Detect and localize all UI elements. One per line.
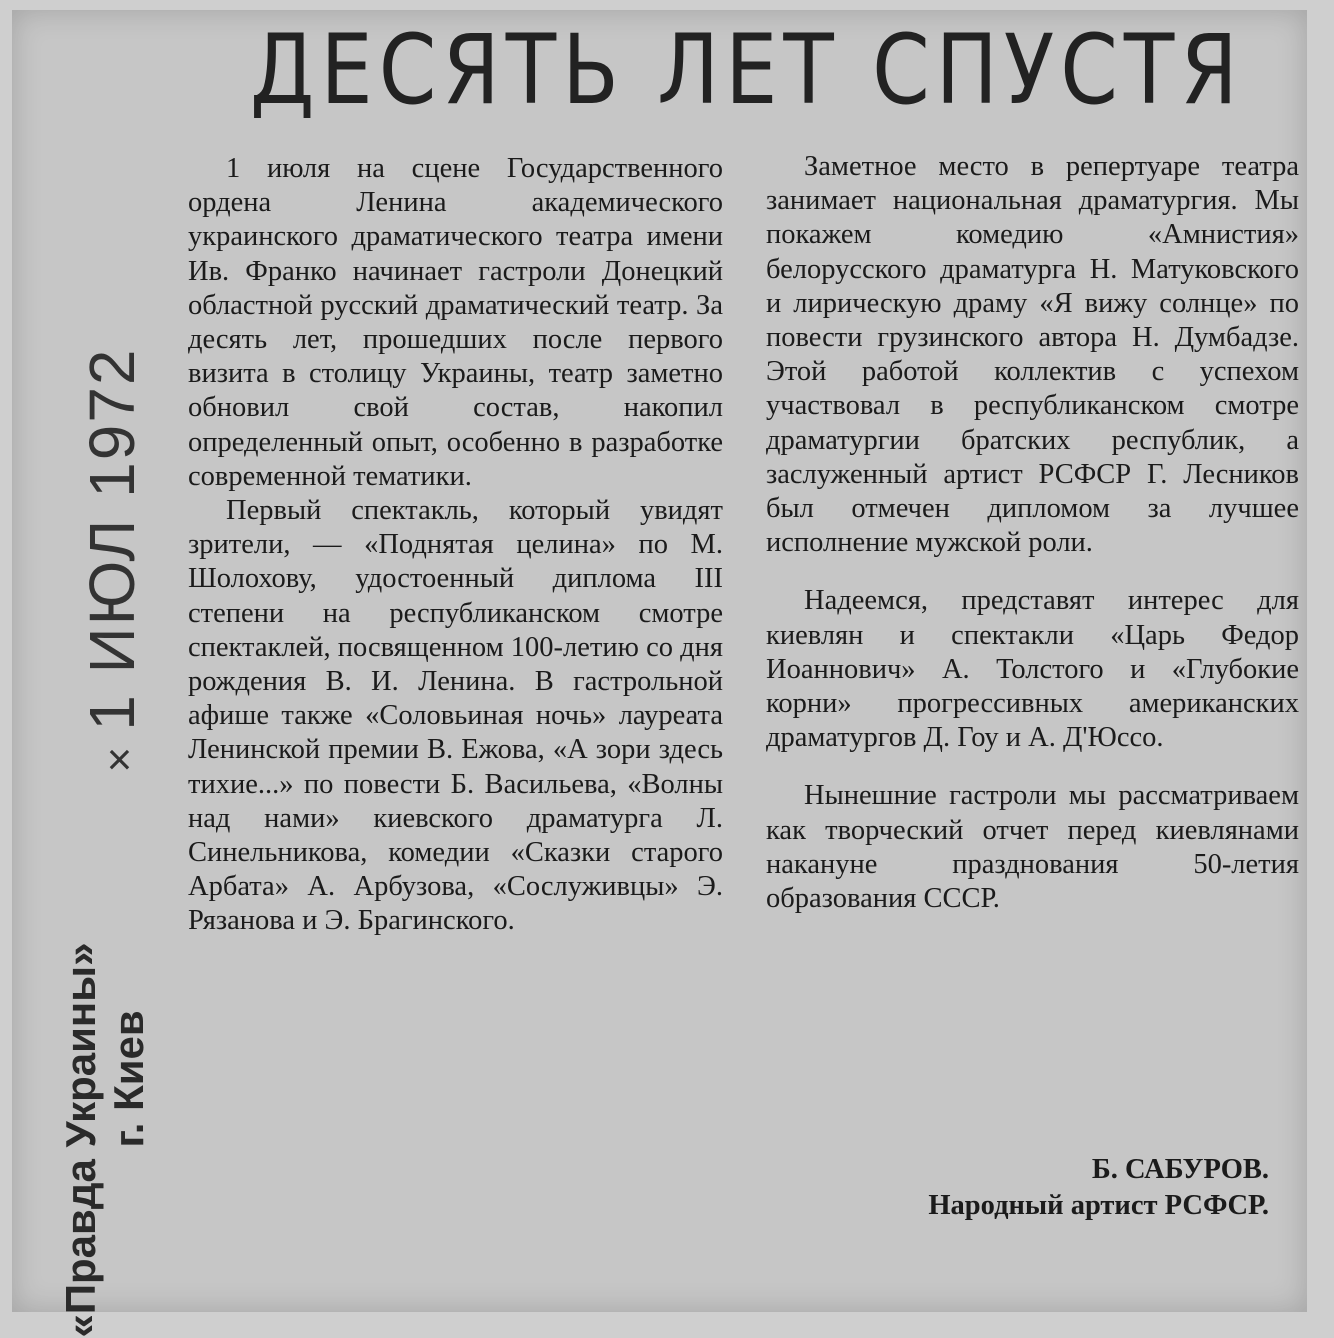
date-stamp xyxy=(75,347,149,772)
article-paragraph: 1 июля на сцене Государственного ордена Ленина академического украинского драматического театра имени Ив. Франко начинает гастроли Донецкий областной русский драматический театр. За десять лет, прошедших после первого визита в столицу Украины, театр заметно обновил свой состав, накопил определенный опыт, особенно в разработке современной тематики. xyxy=(188,153,723,492)
article-paragraph: Заметное место в репертуаре театра занимает национальная драматургия. Мы покажем комедию «Амнистия» белорусского драматурга Н. Матуковского и лирическую драму «Я вижу солнце» по повести грузинского автора Н. Думбадзе. Этой работой коллектив с успехом участвовал в республиканском смотре драматургии братских республик, а заслуженный артист РСФСР Г. Лесников был отмечен дипломом за лучшее исполнение мужской роли. xyxy=(766,151,1299,559)
date-mark: × xyxy=(95,744,144,773)
article-paragraph: Первый спектакль, который увидят зрители, — «Поднятая целина» по М. Шолохову, удостоенный диплома III степени на республиканском смотре спектаклей, посвященном 100-летию со дня рождения В. И. Ленина. В гастрольной афише также «Соловьиная ночь» лауреата Ленинской премии В. Ежова, «А зори здесь тихие...» по повести Б. Васильева, «Волны над нами» киевского драматурга Л. Синельникова, комедии «Сказки старого Арбата» А. Арбузова, «Сослуживцы» Э. Рязанова и Э. Брагинского. xyxy=(188,495,723,937)
article-paragraph: Нынешние гастроли мы рассматриваем как творческий отчет перед киевлянами накануне празднования 50-летия образования СССР. xyxy=(766,780,1299,915)
date-text: 1 ИЮЛ 1972 xyxy=(76,347,148,731)
source-newspaper: «Правда Украины» xyxy=(57,942,104,1338)
headline: ДЕСЯТЬ ЛЕТ СПУСТЯ xyxy=(250,14,1244,126)
article-column-left xyxy=(188,152,723,939)
article-column-right xyxy=(766,150,1299,916)
author-name: Б. САБУРОВ. xyxy=(1091,1154,1269,1185)
author-title: Народный артист РСФСР. xyxy=(928,1190,1269,1221)
author-signature xyxy=(766,1152,1269,1224)
source-stamp xyxy=(57,942,153,1337)
source-city: г. Киев xyxy=(105,1010,152,1148)
article-paragraph: Надеемся, представят интерес для киевлян и спектакли «Царь Федор Иоаннович» А. Толстого и «Глубокие корни» прогрессивных американских драматургов Д. Гоу и А. Д'Юссо. xyxy=(766,585,1299,754)
